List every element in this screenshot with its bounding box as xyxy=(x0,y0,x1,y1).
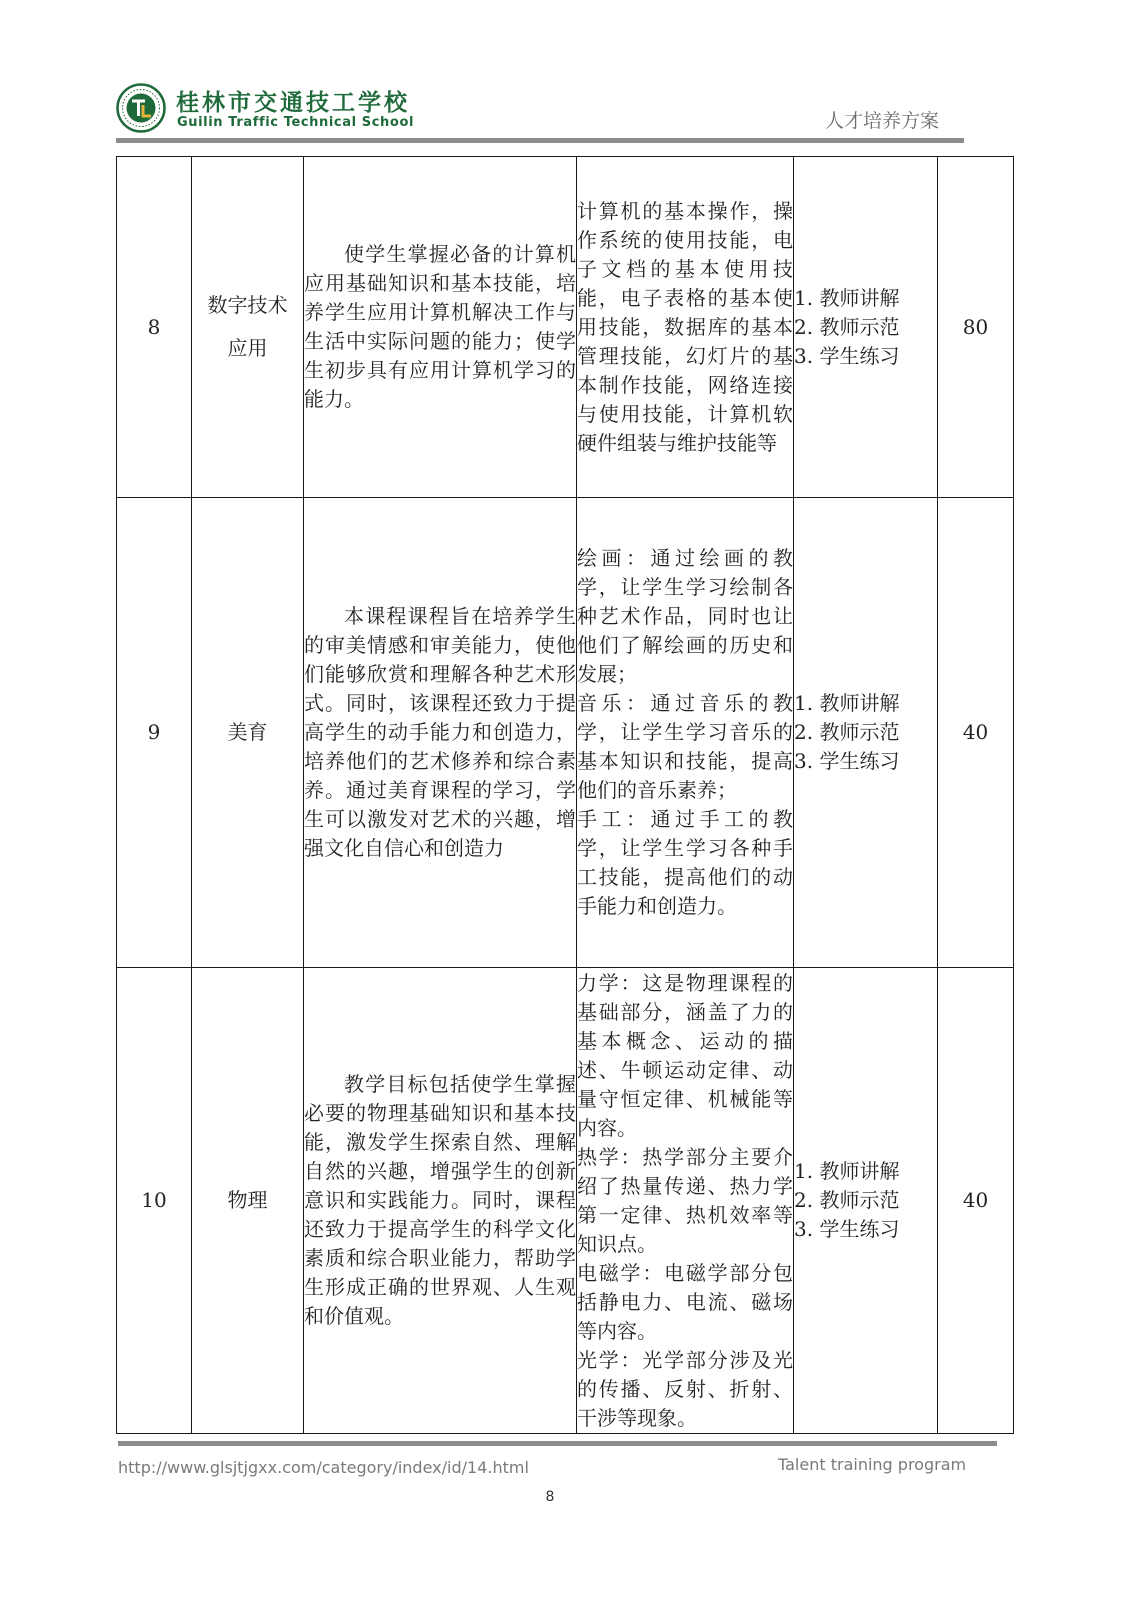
course-name xyxy=(192,498,304,968)
course-name xyxy=(192,157,304,498)
course-number: 9 xyxy=(117,498,192,968)
table-row xyxy=(117,498,1014,968)
school-name-en: Guilin Traffic Technical School xyxy=(177,115,415,130)
page-number: 8 xyxy=(545,1489,555,1505)
document-title: 人才培养方案 xyxy=(824,110,939,132)
teaching-method: 2. 教师示范 xyxy=(794,314,900,339)
teaching-method: 1. 教师讲解 xyxy=(794,691,900,715)
course-content-item: 力学：这是物理课程的基础部分，涵盖了力的基本概念、运动的描述、牛顿运动定律、动量守恒定律、机械能等内容。 xyxy=(577,970,793,1140)
teaching-method: 2. 教师示范 xyxy=(794,720,900,744)
teaching-method: 1. 教师讲解 xyxy=(794,285,900,310)
course-name-line: 美育 xyxy=(227,720,268,744)
course-goal-text: 本课程课程旨在培养学生的审美情感和审美能力，使他们能够欣赏和理解各种艺术形式。同时，该课程还致力于提高学生的动手能力和创造力，培养他们的艺术修养和综合素养。通过美育课程的学习，学生可以激发对艺术的兴趣，增强文化自信心和创造力 xyxy=(304,604,576,860)
teaching-methods xyxy=(794,968,938,1434)
course-name-line: 物理 xyxy=(227,1188,268,1212)
course-goal-text: 使学生掌握必备的计算机应用基础知识和基本技能，培养学生应用计算机解决工作与生活中实际问题的能力；使学生初步具有应用计算机学习的能力。 xyxy=(304,242,576,411)
table-row xyxy=(117,157,1014,498)
course-hours: 40 xyxy=(938,498,1014,968)
teaching-method: 3. 学生练习 xyxy=(794,749,900,773)
course-content-item: 手工：通过手工的教学，让学生学习各种手工技能，提高他们的动手能力和创造力。 xyxy=(577,807,793,918)
school-name-cn: 桂林市交通技工学校 xyxy=(176,90,410,116)
course-hours: 80 xyxy=(938,157,1014,498)
curriculum-table xyxy=(116,156,1014,1434)
course-content xyxy=(577,157,794,498)
course-content-item: 绘画：通过绘画的教学，让学生学习绘制各种艺术作品，同时也让他们了解绘画的历史和发展； xyxy=(577,546,793,686)
course-goal-text: 教学目标包括使学生掌握必要的物理基础知识和基本技能，激发学生探索自然、理解自然的兴趣，增强学生的创新意识和实践能力。同时，课程还致力于提高学生的科学文化素质和综合职业能力，帮助学生形成正确的世界观、人生观和价值观。 xyxy=(304,1072,576,1328)
footer-url: http://www.glsjtjgxx.com/category/index/id/14.html xyxy=(118,1458,529,1477)
teaching-method: 3. 学生练习 xyxy=(794,343,900,368)
teaching-methods xyxy=(794,157,938,498)
course-content-item: 计算机的基本操作，操作系统的使用技能，电子文档的基本使用技能，电子表格的基本使用技能，数据库的基本管理技能，幻灯片的基本制作技能，网络连接与使用技能，计算机软硬件组装与维护技能等 xyxy=(577,198,793,455)
school-logo-icon xyxy=(116,83,166,133)
header-divider xyxy=(116,138,964,143)
course-content-item: 光学：光学部分涉及光的传播、反射、折射、干涉等现象。 xyxy=(577,1347,793,1430)
course-goal xyxy=(304,157,577,498)
teaching-method: 1. 教师讲解 xyxy=(794,1159,900,1183)
course-content-item: 音乐：通过音乐的教学，让学生学习音乐的基本知识和技能，提高他们的音乐素养； xyxy=(577,691,793,802)
course-content xyxy=(577,498,794,968)
course-hours: 40 xyxy=(938,968,1014,1434)
course-content xyxy=(577,968,794,1434)
course-number: 8 xyxy=(117,157,192,498)
teaching-method: 2. 教师示范 xyxy=(794,1188,900,1212)
course-goal xyxy=(304,968,577,1434)
teaching-method: 3. 学生练习 xyxy=(794,1217,900,1241)
course-goal xyxy=(304,498,577,968)
course-number: 10 xyxy=(117,968,192,1434)
footer-divider xyxy=(118,1441,997,1446)
course-name xyxy=(192,968,304,1434)
course-name-line: 应用 xyxy=(227,336,268,360)
table-row xyxy=(117,968,1014,1434)
footer-english-title: Talent training program xyxy=(778,1455,967,1474)
course-name-line: 数字技术 xyxy=(207,293,288,317)
course-content-item: 电磁学：电磁学部分包括静电力、电流、磁场等内容。 xyxy=(577,1260,793,1343)
course-content-item: 热学：热学部分主要介绍了热量传递、热力学第一定律、热机效率等知识点。 xyxy=(577,1144,793,1256)
teaching-methods xyxy=(794,498,938,968)
